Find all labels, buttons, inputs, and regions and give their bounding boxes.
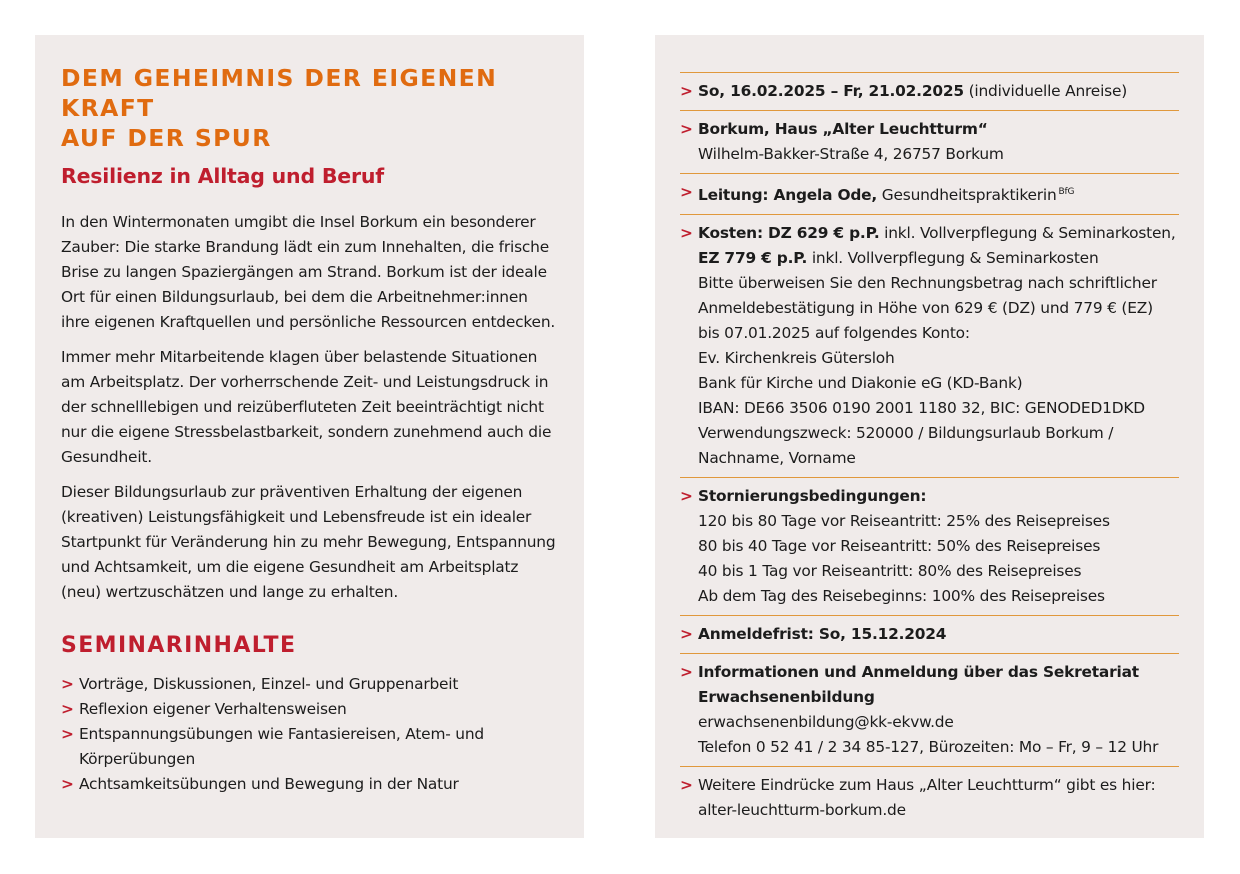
leitung-role: Gesundheitspraktikerin bbox=[877, 186, 1057, 204]
list-item-text: Entspannungsübungen wie Fantasiereisen, Atem- und Körperübungen bbox=[79, 725, 484, 768]
leitung-sup: BfG bbox=[1058, 187, 1075, 197]
list-item-text: Reflexion eigener Verhaltensweisen bbox=[79, 700, 347, 718]
right-panel bbox=[655, 35, 1204, 838]
info-location bbox=[680, 111, 1179, 173]
kosten-line: IBAN: DE66 3506 0190 2001 1180 32, BIC: GENODED1DKD bbox=[698, 399, 1145, 417]
list-item bbox=[61, 672, 558, 697]
kosten-line: Verwendungszweck: 520000 / Bildungsurlaub Borkum / bbox=[698, 424, 1114, 442]
chevron-right-icon: > bbox=[680, 120, 693, 138]
chevron-right-icon: > bbox=[680, 487, 693, 505]
leitung-name: Leitung: Angela Ode, bbox=[698, 186, 878, 204]
anmeldefrist: Anmeldefrist: So, 15.12.2024 bbox=[698, 625, 947, 643]
location-name: Borkum, Haus „Alter Leuchtturm“ bbox=[698, 120, 988, 138]
title-line-1: DEM GEHEIMNIS DER EIGENEN KRAFT bbox=[61, 64, 498, 122]
anmeldung-heading: Erwachsenenbildung bbox=[698, 688, 875, 706]
info-weitere bbox=[680, 767, 1179, 829]
phone-hours: Telefon 0 52 41 / 2 34 85-127, Bürozeiten: Mo – Fr, 9 – 12 Uhr bbox=[698, 738, 1159, 756]
chevron-right-icon: > bbox=[680, 663, 693, 681]
email-link[interactable]: erwachsenenbildung@kk-ekvw.de bbox=[698, 713, 954, 731]
info-anmeldefrist bbox=[680, 616, 1179, 653]
chevron-right-icon: > bbox=[680, 82, 693, 100]
chevron-right-icon: > bbox=[61, 700, 74, 718]
kosten-dz-note: inkl. Vollverpflegung & Seminarkosten, bbox=[879, 224, 1176, 242]
storno-line: 120 bis 80 Tage vor Reiseantritt: 25% des Reisepreises bbox=[698, 512, 1110, 530]
info-anmeldung bbox=[680, 654, 1179, 766]
kosten-line: Anmeldebestätigung in Höhe von 629 € (DZ) und 779 € (EZ) bbox=[698, 299, 1153, 317]
chevron-right-icon: > bbox=[61, 675, 74, 693]
anmeldung-heading: Informationen und Anmeldung über das Sekretariat bbox=[698, 663, 1139, 681]
intro-paragraph: In den Wintermonaten umgibt die Insel Borkum ein besonderer Zauber: Die starke Brandung lädt ein zum Innehalten, die frische Brise zu langen Spaziergängen am Strand. Borkum ist der ideale Ort für einen Bildungsurlaub, bei dem die Arbeitnehmer:innen ihre eigenen Kraftquellen und persönliche Ressourcen entdecken. bbox=[61, 213, 556, 331]
chevron-right-icon: > bbox=[680, 183, 693, 201]
kosten-line: Bitte überweisen Sie den Rechnungsbetrag nach schriftlicher bbox=[698, 274, 1157, 292]
list-item-text: Vorträge, Diskussionen, Einzel- und Gruppenarbeit bbox=[79, 675, 459, 693]
chevron-right-icon: > bbox=[680, 625, 693, 643]
kosten-line: Ev. Kirchenkreis Gütersloh bbox=[698, 349, 895, 367]
storno-heading: Stornierungsbedingungen: bbox=[698, 487, 927, 505]
storno-line: Ab dem Tag des Reisebeginns: 100% des Reisepreises bbox=[698, 587, 1105, 605]
title-line-2: AUF DER SPUR bbox=[61, 124, 272, 152]
intro-paragraph: Immer mehr Mitarbeitende klagen über belastende Situationen am Arbeitsplatz. Der vorherrschende Zeit- und Leistungsdruck in der schnelllebigen und reizüberfluteten Zeit beeinträchtigt nicht nur die eigene Stressbelastbarkeit, sondern zunehmend auch die Gesundheit. bbox=[61, 348, 552, 466]
section-heading-seminarinhalte: SEMINARINHALTE bbox=[61, 633, 297, 658]
info-leitung bbox=[680, 174, 1179, 214]
info-kosten bbox=[680, 215, 1179, 477]
chevron-right-icon: > bbox=[61, 725, 74, 743]
location-address: Wilhelm-Bakker-Straße 4, 26757 Borkum bbox=[698, 145, 1004, 163]
intro-paragraph: Dieser Bildungsurlaub zur präventiven Erhaltung der eigenen (kreativen) Leistungsfähigkeit und Lebensfreude ist ein idealer Startpunkt für Veränderung hin zu mehr Bewegung, Entspannung und Achtsamkeit, um die eigene Gesundheit am Arbeitsplatz (neu) wertzuschätzen und lange zu erhalten. bbox=[61, 483, 556, 601]
list-item bbox=[61, 722, 558, 772]
kosten-line: Nachname, Vorname bbox=[698, 449, 856, 467]
date-range: So, 16.02.2025 – Fr, 21.02.2025 bbox=[698, 82, 964, 100]
chevron-right-icon: > bbox=[680, 776, 693, 794]
chevron-right-icon: > bbox=[680, 224, 693, 242]
kosten-line: Bank für Kirche und Diakonie eG (KD-Bank) bbox=[698, 374, 1023, 392]
kosten-line: bis 07.01.2025 auf folgendes Konto: bbox=[698, 324, 970, 342]
left-panel bbox=[35, 35, 584, 838]
seminar-contents-list bbox=[61, 672, 558, 797]
list-item-text: Achtsamkeitsübungen und Bewegung in der Natur bbox=[79, 775, 459, 793]
info-storno bbox=[680, 478, 1179, 615]
storno-line: 80 bis 40 Tage vor Reiseantritt: 50% des Reisepreises bbox=[698, 537, 1101, 555]
page-title bbox=[61, 63, 551, 153]
list-item bbox=[61, 772, 558, 797]
arrival-note: (individuelle Anreise) bbox=[963, 82, 1128, 100]
website-link[interactable]: alter-leuchtturm-borkum.de bbox=[698, 801, 906, 819]
list-item bbox=[61, 697, 558, 722]
kosten-ez-note: inkl. Vollverpflegung & Seminarkosten bbox=[807, 249, 1099, 267]
kosten-ez: EZ 779 € p.P. bbox=[698, 249, 808, 267]
storno-line: 40 bis 1 Tag vor Reiseantritt: 80% des Reisepreises bbox=[698, 562, 1082, 580]
subtitle: Resilienz in Alltag und Beruf bbox=[61, 164, 385, 188]
weitere-text: Weitere Eindrücke zum Haus „Alter Leuchtturm“ gibt es hier: bbox=[698, 776, 1156, 794]
info-date bbox=[680, 73, 1179, 110]
kosten-dz: Kosten: DZ 629 € p.P. bbox=[698, 224, 880, 242]
chevron-right-icon: > bbox=[61, 775, 74, 793]
